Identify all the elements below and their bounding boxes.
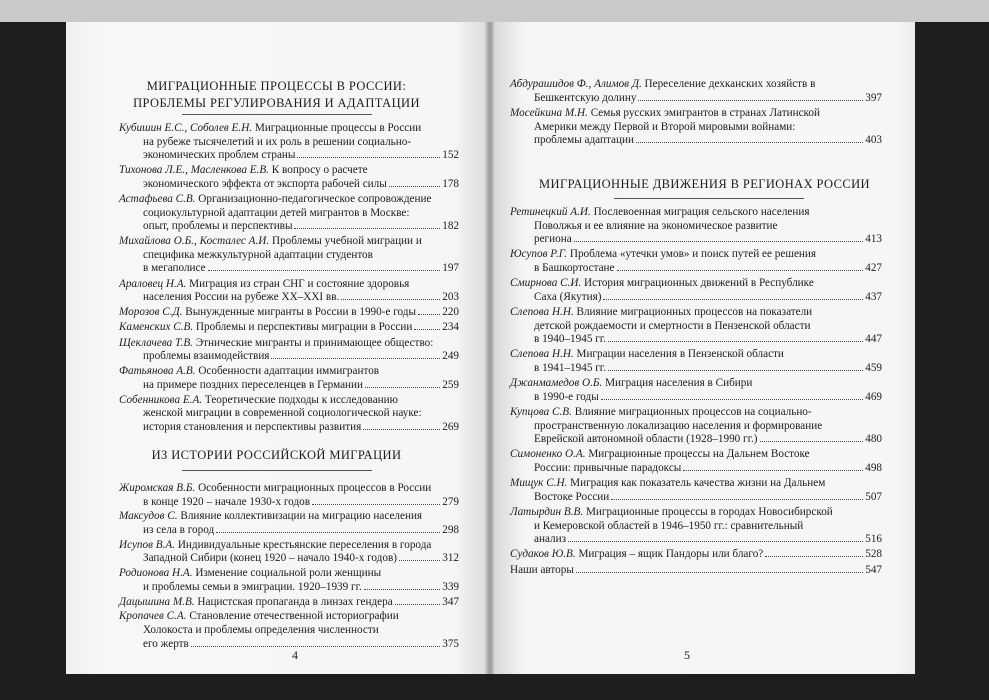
toc-title-text: и проблемы семьи в эмиграции. 1920–1939 гг. <box>143 580 362 593</box>
toc-title-text: Влияние миграционных процессов на социально- <box>571 406 812 418</box>
toc-page-number: 413 <box>865 233 882 246</box>
toc-title-text: населения России на рубеже XX–XXI вв. <box>143 291 340 304</box>
toc-entry <box>510 564 882 578</box>
toc-title-text: женской миграции в современной социологической науке: <box>143 407 422 420</box>
toc-author: Судаков Ю.В. <box>510 548 576 561</box>
title-underline <box>614 198 804 199</box>
section-title-migration-processes <box>66 78 487 112</box>
toc-page-number: 279 <box>442 495 459 508</box>
toc-page-number: 312 <box>442 552 459 565</box>
dot-leader <box>636 142 863 143</box>
dot-leader <box>611 499 863 500</box>
section-title-line: ИЗ ИСТОРИИ РОССИЙСКОЙ МИГРАЦИИ <box>151 448 402 462</box>
toc-entry <box>510 377 882 404</box>
toc-page-number: 375 <box>442 637 459 650</box>
toc-page-number: 437 <box>865 290 882 303</box>
toc-title-text: России: привычные парадоксы <box>534 461 682 474</box>
dot-leader <box>297 157 440 158</box>
toc-entry <box>510 107 882 148</box>
toc-title-text: Теоретические подходы к исследованию <box>202 393 398 406</box>
dot-leader <box>608 370 863 371</box>
toc-page-number: 507 <box>865 490 882 503</box>
toc-author: Каменских С.В. <box>119 321 194 334</box>
dot-leader <box>414 329 440 330</box>
dot-leader <box>603 299 863 300</box>
toc-entry <box>510 477 882 504</box>
toc-title-text: Америки между Первой и Второй мировыми войнами: <box>534 120 796 133</box>
dot-leader <box>638 100 863 101</box>
toc-author: Кубишин Е.С., Соболев Е.Н. <box>119 122 253 134</box>
dot-leader <box>395 604 441 605</box>
section-title-line-2: ПРОБЛЕМЫ РЕГУЛИРОВАНИЯ И АДАПТАЦИИ <box>133 96 420 110</box>
toc-title-text: Особенности адаптации иммигрантов <box>195 365 380 378</box>
toc-page-number: 403 <box>865 134 882 147</box>
dot-leader <box>617 270 864 271</box>
toc-entry <box>119 539 459 566</box>
page-number-left: 4 <box>292 648 298 662</box>
dot-leader <box>216 532 440 533</box>
toc-author: Юсупов Р.Г. <box>510 248 568 261</box>
toc-title-text: специфика межкультурной адаптации студентов <box>143 248 373 261</box>
toc-title-text: Западной Сибири (конец 1920 – начало 1940-х годов) <box>143 552 397 565</box>
toc-title-text: Послевоенная миграция сельского населения <box>590 206 810 218</box>
toc-title-text: Переселение дехканских хозяйств в <box>641 78 816 90</box>
toc-page-number: 182 <box>442 220 459 233</box>
toc-title-text: Еврейской автономной области (1928–1990 гг.) <box>534 433 758 446</box>
toc-entry <box>510 277 882 304</box>
toc-title-text: Становление отечественной историографии <box>186 610 399 623</box>
toc-title-text: Холокоста и проблемы определения численности <box>143 623 379 636</box>
toc-author: Морозов С.Д. <box>119 306 183 319</box>
toc-title-text: Наши авторы <box>510 563 574 576</box>
toc-title-text: история становления и перспективы развития <box>143 421 362 434</box>
dot-leader <box>312 504 440 505</box>
toc-author: Щеклачева Т.В. <box>119 336 193 349</box>
toc-entry <box>119 164 459 191</box>
toc-title-text: его жертв <box>143 637 189 650</box>
toc-title-text: Миграция из стран СНГ и состояние здоровья <box>186 277 410 290</box>
toc-author: Слепова Н.Н. <box>510 348 574 361</box>
toc-title-text: детской рождаемости и смертности в Пензенской области <box>534 319 811 332</box>
toc-author: Джанмамедов О.Б. <box>510 377 603 390</box>
toc-title-text: Индивидуальные крестьянские переселения в города <box>175 538 432 551</box>
toc-title-text: экономического эффекта от экспорта рабочей силы <box>143 177 387 190</box>
toc-author: Абдурашидов Ф., Алимов Д. <box>510 78 642 90</box>
toc-page-number: 220 <box>442 306 459 319</box>
dot-leader <box>341 299 440 300</box>
toc-title-text: региона <box>534 233 572 246</box>
dot-leader <box>683 470 863 471</box>
toc-page-number: 249 <box>442 350 459 363</box>
toc-author: Жиромская В.Б. <box>119 482 196 494</box>
toc-title-text: Проблема «утечки умов» и поиск путей ее решения <box>567 248 817 261</box>
toc-page-number: 269 <box>442 421 459 434</box>
dot-leader <box>363 429 440 430</box>
toc-author: Араловец Н.А. <box>119 277 187 290</box>
toc-author: Исупов В.А. <box>119 538 176 551</box>
dot-leader <box>399 560 440 561</box>
toc-title-text: проблемы адаптации <box>534 134 634 147</box>
toc-title-text: в конце 1920 – начале 1930-х годов <box>143 495 311 508</box>
toc-entry <box>119 306 459 320</box>
toc-page-number: 528 <box>865 548 882 561</box>
toc-title-text: Поволжья и ее влияние на экономическое развитие <box>534 219 778 232</box>
toc-title-text: в Башкортостане <box>534 261 615 274</box>
toc-page-number: 459 <box>865 361 882 374</box>
toc-title-text: Организационно-педагогическое сопровождение <box>195 193 432 205</box>
dot-leader <box>365 387 440 388</box>
toc-author: Астафьева С.В. <box>119 193 196 205</box>
toc-author: Михайлова О.Б., Косталес А.И. <box>119 235 270 248</box>
dot-leader <box>574 241 864 242</box>
title-underline <box>182 114 372 115</box>
toc-title-text: на рубеже тысячелетий и их роль в решении социально- <box>143 135 412 148</box>
toc-entry <box>119 321 459 335</box>
toc-author: Тихонова Л.Е., Масленкова Е.В. <box>119 164 269 177</box>
toc-title-text: Миграция населения в Сибири <box>602 377 753 390</box>
toc-title-text: К вопросу о расчете <box>268 164 368 177</box>
toc-author: Дацышина М.В. <box>119 595 195 608</box>
toc-title-text: экономических проблем страны <box>143 149 296 162</box>
toc-author: Мищук С.Н. <box>510 477 568 490</box>
toc-title-text: из села в город <box>143 523 215 536</box>
toc-page-number: 298 <box>442 523 459 536</box>
toc-entry <box>510 206 882 247</box>
section-title-regions <box>494 176 915 193</box>
toc-author: Латырдин В.В. <box>510 506 584 518</box>
toc-page-number: 259 <box>442 378 459 391</box>
dot-leader <box>760 441 864 442</box>
toc-author: Мосейкина М.Н. <box>510 107 588 120</box>
toc-page-number: 339 <box>442 580 459 593</box>
toc-entry <box>119 567 459 594</box>
toc-title-text: Миграции населения в Пензенской области <box>573 348 784 361</box>
dot-leader <box>191 646 440 647</box>
toc-title-text: анализ <box>534 533 567 546</box>
toc-entry <box>119 394 459 435</box>
toc-title-text: социокультурной адаптации детей мигрантов в Москве: <box>143 206 410 219</box>
toc-entry <box>510 548 882 562</box>
toc-title-text: Миграционные процессы в России <box>252 122 422 134</box>
toc-title-text: Миграция как показатель качества жизни на Дальнем <box>567 477 826 490</box>
toc-entry <box>119 122 459 163</box>
dot-leader <box>294 228 440 229</box>
toc-title-text: и Кемеровской областей в 1946–1950 гг.: сравнительный <box>534 519 804 532</box>
toc-title-text: Востоке России <box>534 490 610 503</box>
toc-title-text: Особенности миграционных процессов в России <box>195 482 432 494</box>
toc-author: Ретинецкий А.И. <box>510 206 591 218</box>
toc-page-number: 203 <box>442 291 459 304</box>
toc-entry <box>510 448 882 475</box>
toc-author: Слепова Н.Н. <box>510 306 574 318</box>
toc-title-text: на примере поздних переселенцев в Германии <box>143 378 364 391</box>
toc-entry <box>119 365 459 392</box>
title-underline <box>182 470 372 471</box>
toc-author: Купцова С.В. <box>510 406 572 418</box>
toc-entry <box>119 596 459 610</box>
toc-entry <box>510 78 882 105</box>
dot-leader <box>389 186 440 187</box>
toc-title-text: Миграция – ящик Пандоры или благо? <box>575 548 764 561</box>
toc-title-text: опыт, проблемы и перспективы <box>143 220 293 233</box>
section-title-history <box>66 447 487 464</box>
toc-entry <box>119 235 459 276</box>
toc-page-number: 480 <box>865 433 882 446</box>
dot-leader <box>576 572 863 573</box>
dot-leader <box>601 399 863 400</box>
toc-page-number: 347 <box>442 595 459 608</box>
toc-entry <box>119 482 459 509</box>
dot-leader <box>418 314 440 315</box>
toc-entry <box>119 510 459 537</box>
page-number-right: 5 <box>684 648 690 662</box>
toc-title-text: Проблемы и перспективы миграции в России <box>193 321 413 334</box>
scan-background <box>0 0 989 22</box>
toc-entry <box>119 337 459 364</box>
toc-author: Смирнова С.И. <box>510 277 582 290</box>
toc-page-number: 152 <box>442 149 459 162</box>
dot-leader <box>271 358 440 359</box>
toc-entry <box>510 406 882 447</box>
left-page <box>66 22 487 674</box>
toc-title-text: в 1941–1945 гг. <box>534 361 606 374</box>
dot-leader <box>765 556 863 557</box>
toc-page-number: 469 <box>865 390 882 403</box>
toc-author: Фатьянова А.В. <box>119 365 196 378</box>
dot-leader <box>364 589 440 590</box>
toc-page-number: 178 <box>442 177 459 190</box>
toc-author: Кропачев С.А. <box>119 610 187 623</box>
toc-page-number: 547 <box>865 563 882 576</box>
toc-entry <box>119 278 459 305</box>
toc-title-text: Миграционные процессы в городах Новосибирской <box>583 506 833 518</box>
toc-title-text: Бешкентскую долину <box>534 91 637 104</box>
toc-author: Родионова Н.А. <box>119 567 193 580</box>
toc-title-text: Этнические мигранты и принимающее общество: <box>192 336 434 349</box>
toc-entry <box>510 248 882 275</box>
toc-title-text: Нацистская пропаганда в линзах гендера <box>194 595 393 608</box>
toc-entry <box>510 306 882 347</box>
toc-page-number: 397 <box>865 91 882 104</box>
toc-entry <box>510 506 882 547</box>
toc-page-number: 197 <box>442 262 459 275</box>
toc-title-text: Влияние миграционных процессов на показатели <box>573 306 813 318</box>
section-title-line: МИГРАЦИОННЫЕ ДВИЖЕНИЯ В РЕГИОНАХ РОССИИ <box>539 177 870 191</box>
toc-author: Симоненко О.А. <box>510 448 586 461</box>
toc-page-number: 234 <box>442 321 459 334</box>
toc-title-text: проблемы взаимодействия <box>143 350 270 363</box>
toc-title-text: Проблемы учебной миграции и <box>269 235 422 248</box>
dot-leader <box>608 341 863 342</box>
toc-entry <box>119 193 459 234</box>
toc-title-text: пространственную локализацию населения и формирование <box>534 419 823 432</box>
toc-page-number: 498 <box>865 461 882 474</box>
toc-title-text: Миграционные процессы на Дальнем Востоке <box>585 448 810 461</box>
section-title-line-1: МИГРАЦИОННЫЕ ПРОЦЕССЫ В РОССИИ: <box>146 79 407 93</box>
toc-page-number: 447 <box>865 333 882 346</box>
toc-page-number: 427 <box>865 261 882 274</box>
toc-entry <box>510 348 882 375</box>
toc-title-text: Влияние коллективизации на миграцию населения <box>177 510 423 523</box>
toc-author: Максудов С. <box>119 510 178 523</box>
toc-entry <box>119 610 459 651</box>
toc-title-text: Семья русских эмигрантов в странах Латинской <box>587 107 821 120</box>
toc-title-text: Саха (Якутия) <box>534 290 602 303</box>
toc-title-text: в 1990-е годы <box>534 390 599 403</box>
right-page <box>494 22 915 674</box>
dot-leader <box>208 270 441 271</box>
toc-title-text: История миграционных движений в Республике <box>581 277 814 290</box>
toc-page-number: 516 <box>865 533 882 546</box>
toc-title-text: Вынужденные мигранты в России в 1990-е годы <box>182 306 417 319</box>
toc-title-text: Изменение социальной роли женщины <box>192 567 382 580</box>
toc-title-text: в 1940–1945 гг. <box>534 333 606 346</box>
toc-title-text: в мегаполисе <box>143 262 206 275</box>
dot-leader <box>568 541 863 542</box>
toc-author: Собенникова Е.А. <box>119 393 203 406</box>
